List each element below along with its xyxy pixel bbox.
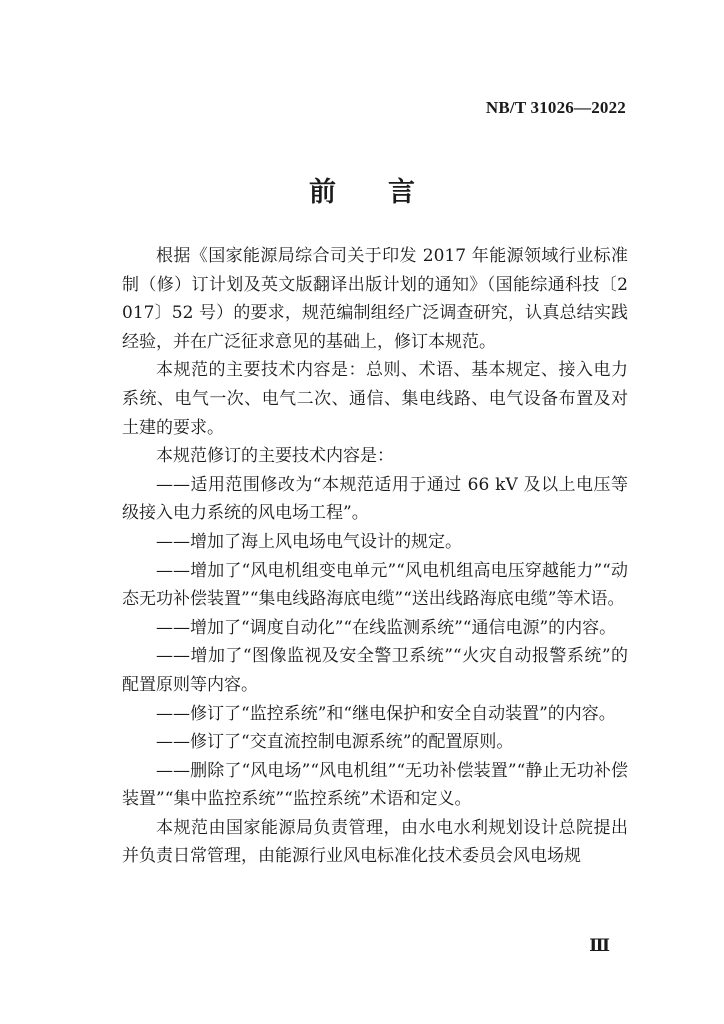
list-item: ——修订了“监控系统”和“继电保护和安全自动装置”的内容。 [156,703,616,724]
page-number: Ⅲ [589,936,610,955]
page-title: 前言 [309,177,467,208]
paragraph: 本规范修订的主要技术内容是： [156,446,394,467]
document-code: NB/T 31026—2022 [485,98,626,117]
paragraph: 根据《国家能源局综合司关于印发 2017 年能源领域行业标准制（修）订计划及英文版翻译出版计划的通知》（国能综通科技〔2017〕52 号）的要求，规范编制组经广泛调查研究，认真总结实践经验，并在广泛征求意见的基础上，修订本规范。 [122,246,628,352]
list-item: ——删除了“风电场”“风电机组”“无功补偿装置”“静止无功补偿装置”“集中监控系统”“监控系统”术语和定义。 [122,760,628,810]
body-text [122,242,628,871]
list-item: ——修订了“交直流控制电源系统”的配置原则。 [156,732,514,753]
paragraph: 本规范的主要技术内容是：总则、术语、基本规定、接入电力系统、电气一次、电气二次、通信、集电线路、电气设备布置及对土建的要求。 [122,360,628,438]
list-item: ——增加了海上风电场电气设计的规定。 [156,531,462,552]
list-item: ——增加了“调度自动化”“在线监测系统”“通信电源”的内容。 [156,617,617,638]
paragraph: 本规范由国家能源局负责管理，由水电水利规划设计总院提出并负责日常管理，由能源行业风电标准化技术委员会风电场规 [122,817,628,867]
list-item: ——适用范围修改为“本规范适用于通过 66 kV 及以上电压等级接入电力系统的风电场工程”。 [122,474,628,524]
list-item: ——增加了“图像监视及安全警卫系统”“火灾自动报警系统”的配置原则等内容。 [122,646,628,695]
list-item: ——增加了“风电机组变电单元”“风电机组高电压穿越能力”“动态无功补偿装置”“集电线路海底电缆”“送出线路海底电缆”等术语。 [122,560,628,610]
